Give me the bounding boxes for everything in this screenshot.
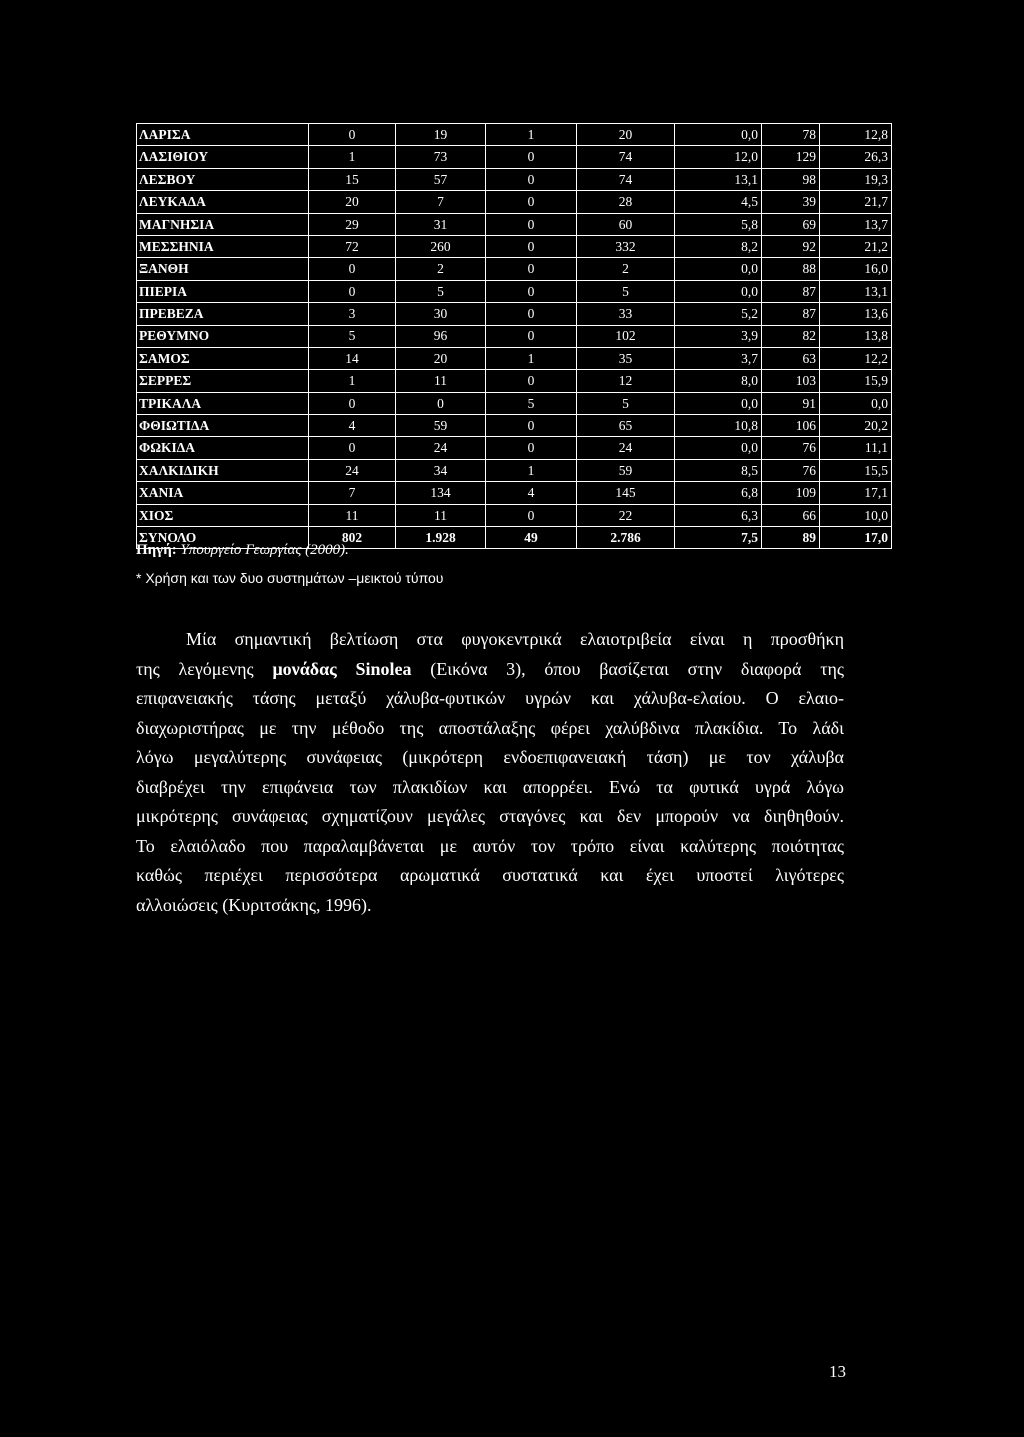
value-cell: 0 xyxy=(486,235,577,257)
value-cell: 19,3 xyxy=(820,168,892,190)
value-cell: 31 xyxy=(396,213,486,235)
text-segment: Μία σημαντική βελτίωση στα φυγοκεντρικά ελαιοτριβεία είναι η προσθήκη xyxy=(186,629,844,649)
value-cell: 0,0 xyxy=(675,392,762,414)
value-cell: 260 xyxy=(396,235,486,257)
value-cell: 0,0 xyxy=(675,280,762,302)
value-cell: 7,5 xyxy=(675,527,762,549)
value-cell: 0 xyxy=(486,504,577,526)
value-cell: 17,1 xyxy=(820,482,892,504)
region-cell: ΧΑΝΙΑ xyxy=(137,482,309,504)
value-cell: 109 xyxy=(762,482,820,504)
value-cell: 4 xyxy=(309,415,396,437)
table-row xyxy=(137,347,892,369)
value-cell: 24 xyxy=(577,437,675,459)
value-cell: 332 xyxy=(577,235,675,257)
footnote: * Χρήση και των δυο συστημάτων –μεικτού τύπου xyxy=(136,570,444,586)
value-cell: 30 xyxy=(396,303,486,325)
value-cell: 96 xyxy=(396,325,486,347)
table-row xyxy=(137,191,892,213)
value-cell: 87 xyxy=(762,280,820,302)
value-cell: 5,2 xyxy=(675,303,762,325)
value-cell: 5 xyxy=(577,392,675,414)
paragraph-line xyxy=(136,773,844,803)
value-cell: 2 xyxy=(396,258,486,280)
value-cell: 1 xyxy=(486,347,577,369)
value-cell: 11 xyxy=(309,504,396,526)
text-segment: Το ελαιόλαδο που παραλαμβάνεται με αυτόν τον τρόπο είναι καλύτερης ποιότητας xyxy=(136,835,844,856)
paragraph-line xyxy=(136,684,844,714)
region-cell: ΜΑΓΝΗΣΙΑ xyxy=(137,213,309,235)
value-cell: 0 xyxy=(486,146,577,168)
value-cell: 11 xyxy=(396,370,486,392)
value-cell: 66 xyxy=(762,504,820,526)
value-cell: 91 xyxy=(762,392,820,414)
paragraph-line xyxy=(136,832,844,862)
region-cell: ΠΡΕΒΕΖΑ xyxy=(137,303,309,325)
value-cell: 0 xyxy=(309,437,396,459)
text-segment: (Εικόνα 3), όπου βασίζεται στην διαφορά της xyxy=(411,658,844,679)
value-cell: 11 xyxy=(396,504,486,526)
region-cell: ΦΘΙΩΤΙΔΑ xyxy=(137,415,309,437)
table-row xyxy=(137,504,892,526)
value-cell: 88 xyxy=(762,258,820,280)
value-cell: 2 xyxy=(577,258,675,280)
value-cell: 57 xyxy=(396,168,486,190)
value-cell: 8,5 xyxy=(675,459,762,481)
value-cell: 0 xyxy=(309,280,396,302)
table-row xyxy=(137,392,892,414)
paragraph-line xyxy=(136,625,844,655)
value-cell: 106 xyxy=(762,415,820,437)
table-row xyxy=(137,325,892,347)
paragraph-line xyxy=(136,891,844,921)
paragraph-line xyxy=(136,861,844,891)
value-cell: 1 xyxy=(309,146,396,168)
region-cell: ΠΙΕΡΙΑ xyxy=(137,280,309,302)
value-cell: 0 xyxy=(486,437,577,459)
value-cell: 92 xyxy=(762,235,820,257)
region-cell: ΜΕΣΣΗΝΙΑ xyxy=(137,235,309,257)
value-cell: 20,2 xyxy=(820,415,892,437)
table-row xyxy=(137,258,892,280)
value-cell: 59 xyxy=(577,459,675,481)
value-cell: 12,2 xyxy=(820,347,892,369)
region-cell: ΛΕΣΒΟΥ xyxy=(137,168,309,190)
value-cell: 15 xyxy=(309,168,396,190)
table-row xyxy=(137,370,892,392)
table-body xyxy=(137,124,892,549)
value-cell: 13,1 xyxy=(820,280,892,302)
value-cell: 33 xyxy=(577,303,675,325)
value-cell: 24 xyxy=(396,437,486,459)
value-cell: 35 xyxy=(577,347,675,369)
value-cell: 17,0 xyxy=(820,527,892,549)
value-cell: 60 xyxy=(577,213,675,235)
value-cell: 21,2 xyxy=(820,235,892,257)
value-cell: 5 xyxy=(577,280,675,302)
value-cell: 12 xyxy=(577,370,675,392)
value-cell: 10,0 xyxy=(820,504,892,526)
region-cell: ΡΕΘΥΜΝΟ xyxy=(137,325,309,347)
value-cell: 20 xyxy=(309,191,396,213)
value-cell: 14 xyxy=(309,347,396,369)
value-cell: 65 xyxy=(577,415,675,437)
value-cell: 20 xyxy=(396,347,486,369)
text-segment: της λεγόμενης xyxy=(136,658,273,679)
value-cell: 74 xyxy=(577,168,675,190)
value-cell: 63 xyxy=(762,347,820,369)
value-cell: 19 xyxy=(396,124,486,146)
value-cell: 6,8 xyxy=(675,482,762,504)
value-cell: 5 xyxy=(486,392,577,414)
value-cell: 21,7 xyxy=(820,191,892,213)
table-row xyxy=(137,168,892,190)
value-cell: 5 xyxy=(309,325,396,347)
region-cell: ΧΙΟΣ xyxy=(137,504,309,526)
value-cell: 26,3 xyxy=(820,146,892,168)
page-number: 13 xyxy=(829,1362,846,1381)
value-cell: 4,5 xyxy=(675,191,762,213)
value-cell: 0 xyxy=(486,415,577,437)
table-row xyxy=(137,235,892,257)
text-segment: μικρότερης συνάφειας σχηματίζουν μεγάλες σταγόνες και δεν μπορούν να διηθηθούν. xyxy=(136,806,844,826)
value-cell: 8,0 xyxy=(675,370,762,392)
value-cell: 8,2 xyxy=(675,235,762,257)
source-note xyxy=(136,542,349,559)
value-cell: 0,0 xyxy=(675,124,762,146)
value-cell: 15,9 xyxy=(820,370,892,392)
region-cell: ΛΕΥΚΑΔΑ xyxy=(137,191,309,213)
region-cell: ΞΑΝΘΗ xyxy=(137,258,309,280)
value-cell: 0 xyxy=(486,303,577,325)
text-segment: επιφανειακής τάσης μεταξύ χάλυβα-φυτικών υγρών και χάλυβα-ελαίου. Ο ελαιο- xyxy=(136,688,844,708)
source-value: Υπουργείο Γεωργίας (2000). xyxy=(180,542,349,558)
region-cell: ΧΑΛΚΙΔΙΚΗ xyxy=(137,459,309,481)
region-cell: ΤΡΙΚΑΛΑ xyxy=(137,392,309,414)
value-cell: 1 xyxy=(486,459,577,481)
text-segment: διαχωριστήρας με την μέθοδο της αποστάλαξης φέρει χαλύβδινα πλακίδια. Το λάδι xyxy=(136,717,844,738)
value-cell: 49 xyxy=(486,527,577,549)
source-label: Πηγή: xyxy=(136,542,177,558)
table-row xyxy=(137,124,892,146)
table-row xyxy=(137,482,892,504)
table-row xyxy=(137,146,892,168)
region-cell: ΣΥΝΟΛΟ xyxy=(137,527,309,549)
text-segment: διαβρέχει την επιφάνεια των πλακιδίων και απορρέει. Ενώ τα φυτικά υγρά λόγω xyxy=(136,776,844,797)
table-row xyxy=(137,415,892,437)
value-cell: 102 xyxy=(577,325,675,347)
value-cell: 0 xyxy=(486,168,577,190)
value-cell: 82 xyxy=(762,325,820,347)
value-cell: 0 xyxy=(309,392,396,414)
table-row xyxy=(137,303,892,325)
value-cell: 103 xyxy=(762,370,820,392)
value-cell: 15,5 xyxy=(820,459,892,481)
statistics-table xyxy=(136,123,892,549)
value-cell: 1 xyxy=(486,124,577,146)
value-cell: 13,7 xyxy=(820,213,892,235)
value-cell: 78 xyxy=(762,124,820,146)
value-cell: 5,8 xyxy=(675,213,762,235)
value-cell: 13,6 xyxy=(820,303,892,325)
region-cell: ΦΩΚΙΔΑ xyxy=(137,437,309,459)
value-cell: 0 xyxy=(309,124,396,146)
value-cell: 22 xyxy=(577,504,675,526)
value-cell: 39 xyxy=(762,191,820,213)
value-cell: 12,0 xyxy=(675,146,762,168)
value-cell: 5 xyxy=(396,280,486,302)
value-cell: 87 xyxy=(762,303,820,325)
value-cell: 29 xyxy=(309,213,396,235)
value-cell: 7 xyxy=(396,191,486,213)
paragraph-line xyxy=(136,743,844,773)
text-segment: καθώς περιέχει περισσότερα αρωματικά συστατικά και έχει υποστεί λιγότερες xyxy=(136,865,844,885)
table-row xyxy=(137,437,892,459)
value-cell: 3,9 xyxy=(675,325,762,347)
value-cell: 24 xyxy=(309,459,396,481)
value-cell: 0 xyxy=(486,191,577,213)
value-cell: 89 xyxy=(762,527,820,549)
paragraph-line xyxy=(136,714,844,744)
value-cell: 13,1 xyxy=(675,168,762,190)
value-cell: 0 xyxy=(486,280,577,302)
value-cell: 3 xyxy=(309,303,396,325)
region-cell: ΛΑΡΙΣΑ xyxy=(137,124,309,146)
value-cell: 0 xyxy=(486,258,577,280)
value-cell: 20 xyxy=(577,124,675,146)
value-cell: 6,3 xyxy=(675,504,762,526)
value-cell: 0 xyxy=(396,392,486,414)
value-cell: 1 xyxy=(309,370,396,392)
value-cell: 4 xyxy=(486,482,577,504)
table-row xyxy=(137,280,892,302)
value-cell: 3,7 xyxy=(675,347,762,369)
value-cell: 72 xyxy=(309,235,396,257)
value-cell: 12,8 xyxy=(820,124,892,146)
value-cell: 10,8 xyxy=(675,415,762,437)
paragraph-line xyxy=(136,655,844,685)
value-cell: 74 xyxy=(577,146,675,168)
value-cell: 7 xyxy=(309,482,396,504)
value-cell: 145 xyxy=(577,482,675,504)
paragraph-line xyxy=(136,802,844,832)
value-cell: 1.928 xyxy=(396,527,486,549)
value-cell: 0 xyxy=(486,213,577,235)
value-cell: 16,0 xyxy=(820,258,892,280)
value-cell: 0,0 xyxy=(820,392,892,414)
text-segment: λόγω μεγαλύτερης συνάφειας (μικρότερη ενδοεπιφανειακή τάση) με τον χάλυβα xyxy=(136,747,844,767)
value-cell: 802 xyxy=(309,527,396,549)
value-cell: 11,1 xyxy=(820,437,892,459)
bold-term: μονάδας Sinolea xyxy=(272,658,412,679)
value-cell: 69 xyxy=(762,213,820,235)
body-paragraph xyxy=(136,625,844,920)
value-cell: 76 xyxy=(762,437,820,459)
value-cell: 28 xyxy=(577,191,675,213)
value-cell: 0 xyxy=(486,325,577,347)
value-cell: 76 xyxy=(762,459,820,481)
text-segment: αλλοιώσεις (Κυριτσάκης, 1996). xyxy=(136,894,372,915)
value-cell: 59 xyxy=(396,415,486,437)
table-row xyxy=(137,459,892,481)
value-cell: 134 xyxy=(396,482,486,504)
value-cell: 98 xyxy=(762,168,820,190)
value-cell: 0 xyxy=(309,258,396,280)
value-cell: 73 xyxy=(396,146,486,168)
region-cell: ΣΕΡΡΕΣ xyxy=(137,370,309,392)
value-cell: 0,0 xyxy=(675,437,762,459)
value-cell: 13,8 xyxy=(820,325,892,347)
value-cell: 129 xyxy=(762,146,820,168)
value-cell: 0,0 xyxy=(675,258,762,280)
region-cell: ΣΑΜΟΣ xyxy=(137,347,309,369)
value-cell: 0 xyxy=(486,370,577,392)
value-cell: 2.786 xyxy=(577,527,675,549)
region-cell: ΛΑΣΙΘΙΟΥ xyxy=(137,146,309,168)
value-cell: 34 xyxy=(396,459,486,481)
table-row xyxy=(137,213,892,235)
